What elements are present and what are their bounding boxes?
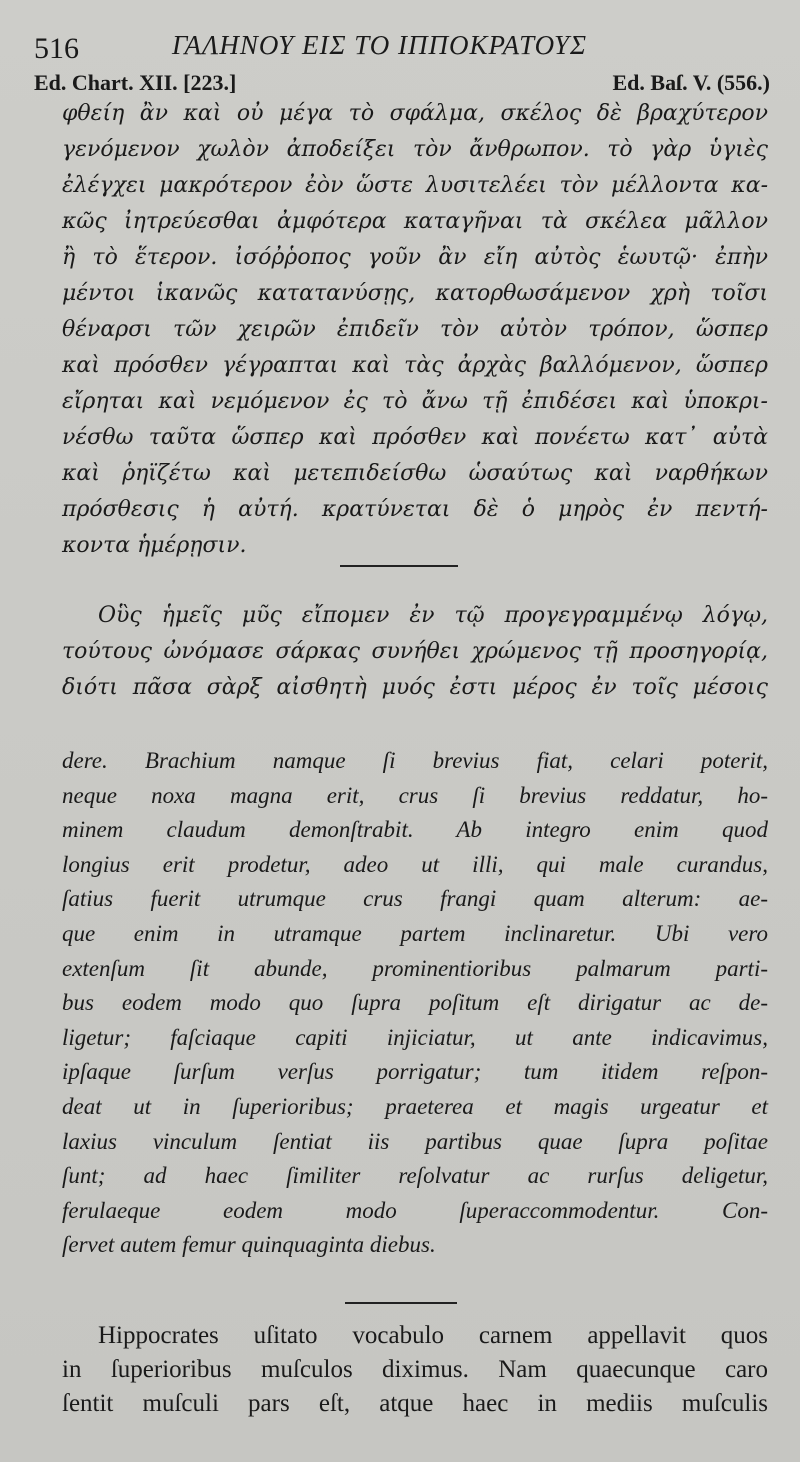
greek-passage-2: [62, 598, 768, 706]
text-line: laxius vinculum ſentiat iis partibus quae ſupra poſitae: [62, 1128, 768, 1154]
text-line: bus eodem modo quo ſupra poſitum eſt dirigatur ac de-: [62, 990, 768, 1016]
text-line: νέσθω ταῦτα ὥσπερ καὶ πρόσθεν καὶ πονέετω κατ᾽ αὐτὰ: [62, 425, 768, 450]
text-line: Hippocrates uſitato vocabulo carnem appellavit quos: [98, 1322, 768, 1349]
text-line: τούτους ὠνόμασε σάρκας συνήθει χρώμενος τῇ προσηγορίᾳ,: [62, 639, 768, 664]
running-head: ΓΑΛΗΝΟΥ ΕΙΣ ΤΟ ΙΠΠΟΚΡΑΤΟΥΣ: [172, 30, 588, 60]
edition-reference-right: Ed. Baſ. V. (556.): [612, 70, 770, 95]
text-line: dere. Brachium namque ſi brevius fiat, celari poterit,: [62, 748, 768, 773]
greek-passage-1: [62, 96, 768, 564]
text-line: ἐλέγχει μακρότερον ἐὸν ὥστε λυσιτελέει τὸν μέλλοντα κα-: [62, 173, 768, 198]
text-line: ἢ τὸ ἕτερον. ἰσόῤῥοπος γοῦν ἂν εἴη αὐτὸς ἑωυτῷ· ἐπὴν: [62, 245, 768, 270]
text-line: θέναρσι τῶν χειρῶν ἐπιδεῖν τὸν αὐτὸν τρόπον, ὥσπερ: [62, 317, 768, 342]
text-line: ſatius fuerit utrumque crus frangi quam alterum: ae-: [62, 886, 768, 912]
page-number: 516: [34, 32, 79, 65]
text-line: ſervet autem femur quinquaginta diebus.: [62, 1232, 436, 1258]
text-line: minem claudum demonſtrabit. Ab integro enim quod: [62, 817, 768, 843]
text-line: extenſum ſit abunde, prominentioribus palmarum parti-: [62, 955, 768, 981]
latin-passage-2: [62, 1319, 768, 1421]
text-line: εἴρηται καὶ νεμόμενον ἐς τὸ ἄνω τῇ ἐπιδέσει καὶ ὑποκρι-: [62, 389, 768, 414]
text-line: γενόμενον χωλὸν ἀποδείξει τὸν ἄνθρωπον. τὸ γὰρ ὑγιὲς: [62, 137, 768, 162]
text-line: in ſuperioribus muſculos diximus. Nam quaecunque caro: [62, 1356, 768, 1383]
text-line: longius erit prodetur, adeo ut illi, qui male curandus,: [62, 851, 768, 877]
text-line: neque noxa magna erit, crus ſi brevius reddatur, ho-: [62, 782, 768, 808]
text-line: ipſaque ſurſum verſus porrigatur; tum itidem reſpon-: [62, 1059, 768, 1085]
text-line: ſentit muſculi pars eſt, atque haec in mediis muſculis: [62, 1390, 768, 1417]
text-line: φθείη ἂν καὶ οὐ μέγα τὸ σφάλμα, σκέλος δὲ βραχύτερον: [62, 101, 768, 126]
text-line: κῶς ἰητρεύεσθαι ἀμφότερα καταγῆναι τὰ σκέλεα μᾶλλον: [62, 209, 768, 234]
latin-passage: [62, 744, 768, 1263]
text-line: διότι πᾶσα σὰρξ αἰσθητὴ μυός ἐστι μέρος ἐν τοῖς μέσοις: [62, 675, 768, 700]
text-line: deat ut in ſuperioribus; praeterea et magis urgeatur et: [62, 1093, 768, 1119]
text-line: καὶ πρόσθεν γέγραπται καὶ τὰς ἀρχὰς βαλλόμενον, ὥσπερ: [62, 353, 768, 378]
text-line: ligetur; faſciaque capiti injiciatur, ut ante indicavimus,: [62, 1024, 768, 1050]
text-line: καὶ ῥηϊζέτω καὶ μετεπιδείσθω ὡσαύτως καὶ ναρθήκων: [62, 461, 768, 486]
text-line: ferulaeque eodem modo ſuperaccommodentur. Con-: [62, 1197, 768, 1223]
text-line: κοντα ἡμέρῃσιν.: [62, 533, 247, 558]
section-divider: [345, 1302, 457, 1304]
text-line: μέντοι ἱκανῶς κατατανύσῃς, κατορθωσάμενον χρὴ τοῖσι: [62, 281, 768, 306]
edition-reference-left: Ed. Chart. XII. [223.]: [34, 70, 237, 95]
text-line: ſunt; ad haec ſimiliter reſolvatur ac rurſus deligetur,: [62, 1163, 768, 1189]
text-line: πρόσθεσις ἡ αὐτή. κρατύνεται δὲ ὁ μηρὸς ἐν πεντή-: [62, 497, 768, 522]
section-divider: [340, 565, 458, 567]
text-line: Οὓς ἡμεῖς μῦς εἴπομεν ἐν τῷ προγεγραμμένῳ λόγῳ,: [98, 603, 768, 628]
text-line: que enim in utramque partem inclinaretur. Ubi vero: [62, 920, 768, 946]
